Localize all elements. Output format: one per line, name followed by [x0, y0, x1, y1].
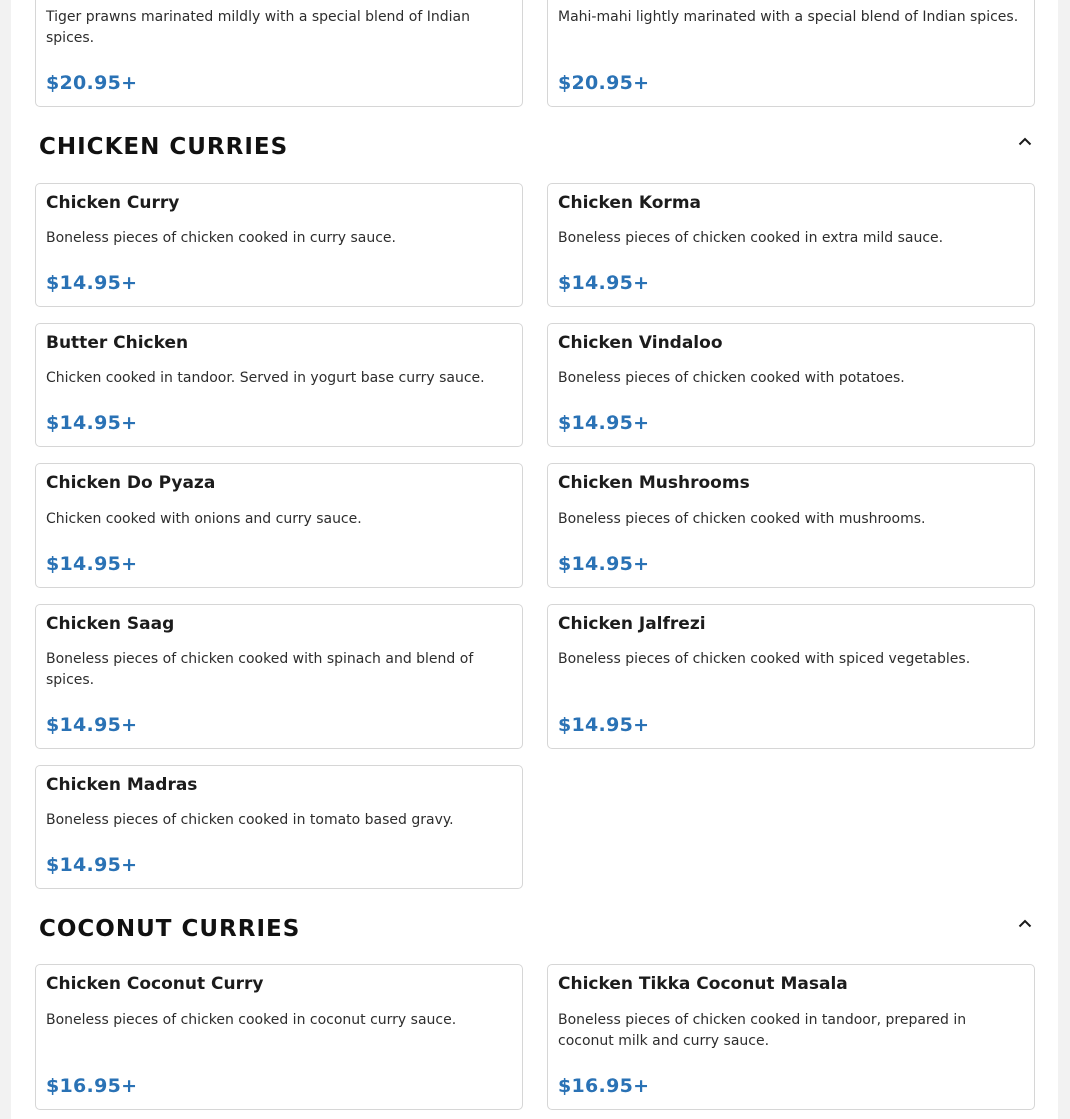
item-price: $14.95+ — [46, 272, 138, 294]
menu-item-card[interactable] — [547, 0, 1035, 107]
item-name: Chicken Coconut Curry — [46, 974, 264, 994]
item-price: $14.95+ — [46, 854, 138, 876]
item-price: $14.95+ — [558, 412, 650, 434]
chevron-up-icon — [1018, 919, 1032, 928]
menu-item-card[interactable] — [547, 183, 1035, 307]
item-price: $20.95+ — [558, 72, 650, 94]
item-price: $14.95+ — [46, 714, 138, 736]
item-name: Chicken Curry — [46, 193, 180, 213]
item-name: Chicken Saag — [46, 614, 175, 634]
item-description: Chicken cooked with onions and curry sauce. — [46, 511, 362, 527]
item-description: Chicken cooked in tandoor. Served in yogurt base curry sauce. — [46, 370, 485, 386]
item-price: $14.95+ — [558, 272, 650, 294]
item-name: Chicken Madras — [46, 775, 198, 795]
item-description: Boneless pieces of chicken cooked with mushrooms. — [558, 511, 926, 527]
item-description: Tiger prawns marinated mildly with a special blend of Indian spices. — [46, 9, 470, 46]
section-collapse-button[interactable] — [1013, 129, 1037, 153]
item-description: Boneless pieces of chicken cooked with spiced vegetables. — [558, 651, 971, 667]
section-collapse-button[interactable] — [1013, 911, 1037, 935]
item-description: Boneless pieces of chicken cooked in tomato based gravy. — [46, 812, 454, 828]
item-description: Mahi-mahi lightly marinated with a special blend of Indian spices. — [558, 9, 1019, 25]
item-name: Chicken Mushrooms — [558, 473, 750, 493]
menu-item-card[interactable] — [547, 604, 1035, 749]
chevron-up-icon — [1018, 137, 1032, 146]
item-name: Chicken Korma — [558, 193, 702, 213]
section-title-chicken-curries: CHICKEN CURRIES — [39, 134, 289, 160]
item-name: Chicken Tikka Coconut Masala — [558, 974, 848, 994]
item-name: Chicken Jalfrezi — [558, 614, 706, 634]
menu-item-card[interactable] — [35, 323, 523, 447]
item-price: $14.95+ — [558, 714, 650, 736]
menu-item-card[interactable] — [547, 964, 1035, 1110]
item-price: $14.95+ — [46, 412, 138, 434]
item-price: $14.95+ — [558, 553, 650, 575]
menu-item-card[interactable] — [35, 964, 523, 1110]
item-description: Boneless pieces of chicken cooked with potatoes. — [558, 370, 905, 386]
item-description: Boneless pieces of chicken cooked in tandoor, prepared in coconut milk and curry sauce. — [558, 1012, 967, 1049]
item-name: Butter Chicken — [46, 333, 189, 353]
menu-item-card[interactable] — [547, 323, 1035, 447]
item-price: $14.95+ — [46, 553, 138, 575]
menu-item-card[interactable] — [547, 463, 1035, 588]
item-price: $16.95+ — [46, 1075, 138, 1097]
menu-item-card[interactable] — [35, 0, 523, 107]
item-name: Chicken Do Pyaza — [46, 473, 216, 493]
item-name: Chicken Vindaloo — [558, 333, 723, 353]
item-description: Boneless pieces of chicken cooked in extra mild sauce. — [558, 230, 944, 246]
menu-item-card[interactable] — [35, 765, 523, 889]
menu-item-card[interactable] — [35, 463, 523, 588]
item-price: $20.95+ — [46, 72, 138, 94]
item-description: Boneless pieces of chicken cooked in coconut curry sauce. — [46, 1012, 457, 1028]
section-title-coconut-curries: COCONUT CURRIES — [39, 916, 301, 942]
menu-item-card[interactable] — [35, 183, 523, 307]
item-price: $16.95+ — [558, 1075, 650, 1097]
menu-item-card[interactable] — [35, 604, 523, 749]
item-description: Boneless pieces of chicken cooked in curry sauce. — [46, 230, 396, 246]
item-description: Boneless pieces of chicken cooked with spinach and blend of spices. — [46, 651, 474, 688]
